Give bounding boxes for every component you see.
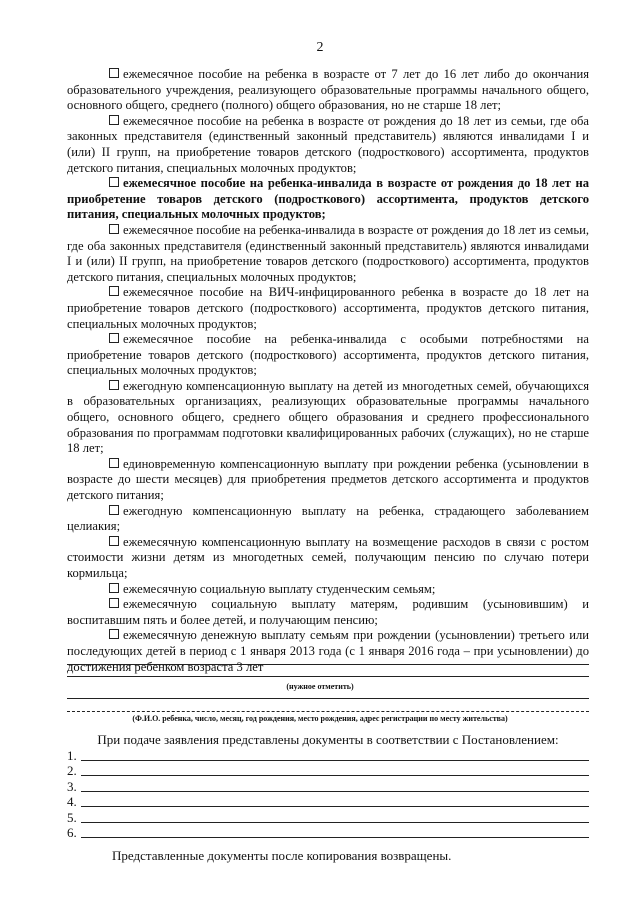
document-number: 6. — [67, 825, 77, 840]
benefit-option — [67, 332, 589, 379]
benefit-option — [67, 379, 589, 457]
benefit-option-text: ежемесячное пособие на ребенка-инвалида в возрасте от рождения до 18 лет из семьи, где оба законных представителя (единственный законный представитель) являются инвалидами I и (или) II групп, на приобретение товаров детского (подросткового) ассортимента, продуктов детского питания, специальных молочных продуктов; — [67, 222, 589, 284]
checkbox-icon[interactable] — [109, 458, 119, 468]
benefit-option — [67, 67, 589, 114]
checkbox-icon[interactable] — [109, 380, 119, 390]
benefit-option-text: ежемесячное пособие на ВИЧ-инфицированного ребенка в возрасте до 18 лет на приобретение товаров детского (подросткового) ассортимента, продуктов детского питания, специальных молочных продуктов; — [67, 285, 589, 331]
document-fill-line[interactable] — [81, 821, 589, 823]
caption-child-details: (Ф.И.О. ребенка, число, месяц, год рождения, место рождения, адрес регистрации по месту жительства) — [132, 714, 508, 723]
document-line[interactable] — [67, 795, 589, 811]
checkbox-icon[interactable] — [109, 286, 119, 296]
documents-list — [67, 748, 589, 841]
benefit-option — [67, 535, 589, 582]
fill-line[interactable] — [67, 664, 589, 665]
fill-line[interactable] — [67, 676, 589, 677]
benefit-option-text: ежемесячное пособие на ребенка в возрасте от 7 лет до 16 лет либо до окончания образовательного учреждения, реализующего образовательные программы начального общего, основного общего, среднего (полного) общего образования, но не старше 18 лет; — [67, 67, 589, 113]
page-number: 2 — [316, 40, 324, 55]
documents-intro: При подаче заявления представлены документы в соответствии с Постановлением: — [97, 732, 559, 747]
benefit-option-text: ежемесячную социальную выплату матерям, родившим (усыновившим) и воспитавшим пять и более детей, и получающим пенсию; — [67, 597, 589, 627]
checkbox-icon[interactable] — [109, 333, 119, 343]
document-line[interactable] — [67, 810, 589, 826]
benefit-options-list — [67, 67, 589, 675]
benefit-option-text: ежемесячное пособие на ребенка в возрасте от рождения до 18 лет из семьи, где оба законных представителя (единственный законный представитель) являются инвалидами I и (или) II групп, на приобретение товаров детского (подросткового) ассортимента, продуктов детского питания, специальных молочных продуктов; — [67, 113, 589, 175]
benefit-option-text: ежемесячную денежную выплату семьям при рождении (усыновлении) третьего или последующих детей в период с 1 января 2013 года (с 1 января 2016 года – при усыновлении) до достижения ребенком возраста 3 лет — [67, 628, 589, 674]
checkbox-icon[interactable] — [109, 224, 119, 234]
document-line[interactable] — [67, 764, 589, 780]
benefit-option — [67, 597, 589, 628]
checkbox-icon[interactable] — [109, 177, 119, 187]
benefit-option-text: ежемесячную компенсационную выплату на возмещение расходов в связи с ростом стоимости жизни детям из многодетных семей, получающим пенсию по случаю потери кормильца; — [67, 534, 589, 580]
benefit-option — [67, 628, 589, 675]
benefit-option-text: ежегодную компенсационную выплату на детей из многодетных семей, обучающихся в образовательных организациях, реализующих образовательные программы начального общего, основного общего, среднего общего образования и среднего профессионального образования по программам подготовки квалифицированных рабочих (служащих), но не старше 18 лет; — [67, 378, 589, 456]
benefit-option — [67, 582, 589, 598]
document-fill-line[interactable] — [81, 790, 589, 792]
checkbox-icon[interactable] — [109, 583, 119, 593]
fill-line[interactable] — [67, 698, 589, 699]
benefit-option-text: единовременную компенсационную выплату при рождении ребенка (усыновлении в возрасте до шести месяцев) для приобретения предметов детского ассортимента и продуктов детского питания; — [67, 456, 589, 503]
document-number: 2. — [67, 763, 77, 778]
benefit-option — [67, 504, 589, 535]
document-number: 3. — [67, 778, 77, 794]
benefit-option-text: ежемесячное пособие на ребенка-инвалида с особыми потребностями на приобретение товаров детского (подросткового) ассортимента, продуктов детского питания, специальных молочных продуктов; — [67, 332, 589, 378]
document-fill-line[interactable] — [81, 759, 589, 761]
fill-line[interactable] — [67, 711, 589, 712]
checkbox-icon[interactable] — [109, 629, 119, 639]
document-line[interactable] — [67, 748, 589, 764]
benefit-option-text: ежемесячную социальную выплату студенческим семьям; — [123, 581, 436, 596]
document-fill-line[interactable] — [81, 836, 589, 838]
benefit-option — [67, 223, 589, 285]
benefit-option — [67, 176, 589, 223]
benefit-option-text: ежегодную компенсационную выплату на ребенка, страдающего заболеванием целиакия; — [67, 503, 589, 534]
documents-returned-note: Представленные документы после копирования возвращены. — [112, 848, 452, 863]
document-number: 5. — [67, 809, 77, 825]
checkbox-icon[interactable] — [109, 536, 119, 546]
document-number: 4. — [67, 794, 77, 809]
document-line[interactable] — [67, 779, 589, 795]
document-fill-line[interactable] — [81, 774, 589, 776]
checkbox-icon[interactable] — [109, 505, 119, 515]
document-number: 1. — [67, 747, 77, 763]
benefit-option — [67, 114, 589, 176]
benefit-option — [67, 457, 589, 504]
document-line[interactable] — [67, 826, 589, 842]
benefit-option-text: ежемесячное пособие на ребенка-инвалида в возрасте от рождения до 18 лет на приобретение товаров детского (подросткового) ассортимента, продуктов детского питания, специальных молочных продуктов; — [67, 176, 589, 222]
benefit-option — [67, 285, 589, 332]
caption-mark-required: (нужное отметить) — [286, 682, 354, 691]
document-fill-line[interactable] — [81, 805, 589, 807]
checkbox-icon[interactable] — [109, 598, 119, 608]
checkbox-icon[interactable] — [109, 115, 119, 125]
checkbox-icon[interactable] — [109, 68, 119, 78]
